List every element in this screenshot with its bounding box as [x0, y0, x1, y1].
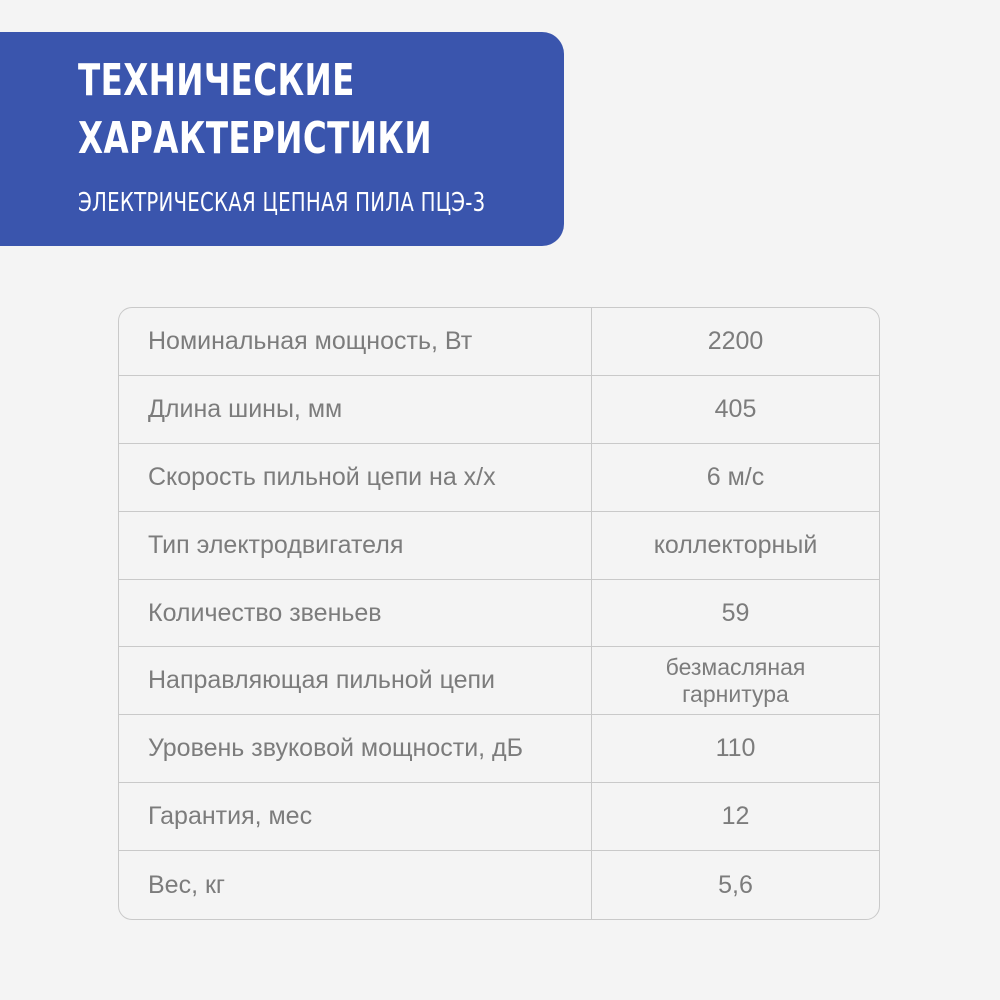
- spec-label: Длина шины, мм: [119, 376, 592, 443]
- spec-label: Уровень звуковой мощности, дБ: [119, 715, 592, 782]
- spec-row-chain-speed: [119, 444, 879, 512]
- spec-row-weight: [119, 851, 879, 919]
- spec-row-motor-type: [119, 512, 879, 580]
- spec-label: Тип электродвигателя: [119, 512, 592, 579]
- title-banner: [0, 32, 564, 246]
- page-title-line-1: ТЕХНИЧЕСКИЕ: [78, 55, 355, 106]
- page-title-line-2: ХАРАКТЕРИСТИКИ: [78, 113, 432, 164]
- spec-label: Направляющая пильной цепи: [119, 647, 592, 714]
- spec-row-chain-guide: [119, 647, 879, 715]
- spec-value: 405: [714, 394, 757, 423]
- spec-label: Количество звеньев: [119, 580, 592, 647]
- spec-value: 6 м/с: [706, 462, 765, 491]
- spec-value: 59: [721, 598, 750, 627]
- spec-label: Номинальная мощность, Вт: [119, 308, 592, 375]
- spec-label: Гарантия, мес: [119, 783, 592, 850]
- spec-row-links-count: [119, 580, 879, 648]
- spec-row-warranty: [119, 783, 879, 851]
- spec-value: 2200: [707, 327, 764, 356]
- spec-label: Скорость пильной цепи на х/х: [119, 444, 592, 511]
- spec-row-sound-power: [119, 715, 879, 783]
- spec-value: безмасляная гарнитура: [665, 654, 806, 707]
- spec-value: 5,6: [718, 870, 753, 899]
- spec-value: коллекторный: [653, 530, 818, 559]
- spec-row-bar-length: [119, 376, 879, 444]
- spec-value: 110: [715, 734, 756, 763]
- product-subtitle: ЭЛЕКТРИЧЕСКАЯ ЦЕПНАЯ ПИЛА ПЦЭ-3: [78, 188, 486, 218]
- specs-table: [118, 307, 880, 920]
- spec-row-power: [119, 308, 879, 376]
- spec-label: Вес, кг: [119, 851, 592, 919]
- spec-value: 12: [721, 802, 750, 831]
